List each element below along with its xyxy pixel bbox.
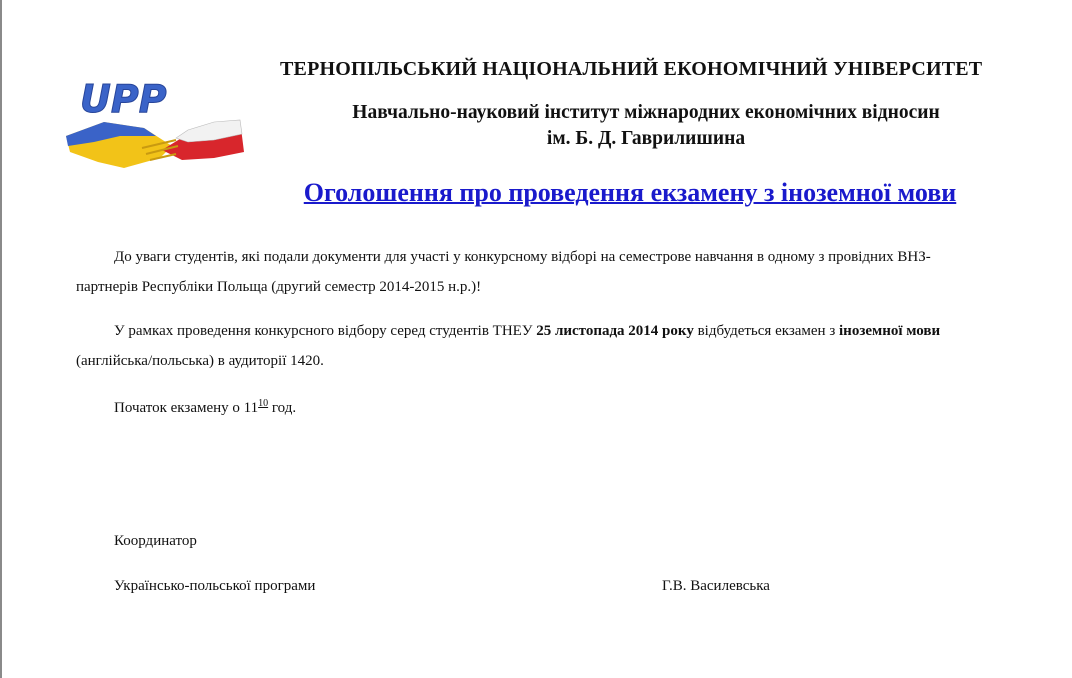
paragraph-start-time — [114, 389, 1054, 423]
signature-program: Українсько-польської програми — [114, 578, 316, 594]
paragraph-exam-info — [76, 316, 1016, 376]
institute-line-1: Навчально-науковий інститут міжнародних економічних відносин — [352, 102, 940, 123]
start-time-suffix: год. — [268, 400, 297, 416]
start-time-minutes: 10 — [258, 398, 269, 409]
paragraph-notice — [76, 242, 1016, 302]
window-left-border — [0, 0, 2, 678]
svg-text:UPP: UPP — [80, 77, 167, 121]
upp-logo — [64, 76, 246, 176]
start-time-prefix: Початок екзамену о 11 — [114, 400, 259, 416]
handshake-logo-icon — [64, 76, 246, 176]
paragraph-notice-line-2: партнерів Республіки Польща (другий семестр 2014-2015 н.р.)! — [76, 279, 482, 295]
signature-name: Г.В. Василевська — [662, 578, 770, 594]
exam-date: 25 листопада 2014 року — [536, 323, 694, 339]
paragraph-exam-info-line-1 — [76, 316, 1016, 346]
institute-name — [246, 100, 1046, 152]
announcement-title[interactable]: Оголошення про проведення екзамену з іноземної мови — [303, 178, 957, 207]
paragraph-notice-line-1: До уваги студентів, які подали документи для участі у конкурсному відборі на семестрове навчання в одному з провідних ВНЗ- — [114, 249, 931, 265]
exam-info-text: У рамках проведення конкурсного відбору серед студентів ТНЕУ — [114, 323, 537, 339]
institute-line-2: ім. Б. Д. Гаврилишина — [546, 128, 746, 149]
university-name: ТЕРНОПІЛЬСЬКИЙ НАЦІОНАЛЬНИЙ ЕКОНОМІЧНИЙ УНІВЕРСИТЕТ — [280, 58, 983, 80]
paragraph-exam-info-line-2: (англійська/польська) в аудиторії 1420. — [76, 353, 324, 369]
exam-subject: іноземної мови — [839, 323, 941, 339]
signature-role: Координатор — [114, 533, 197, 549]
exam-info-text-2: відбудеться екзамен з — [693, 323, 840, 339]
